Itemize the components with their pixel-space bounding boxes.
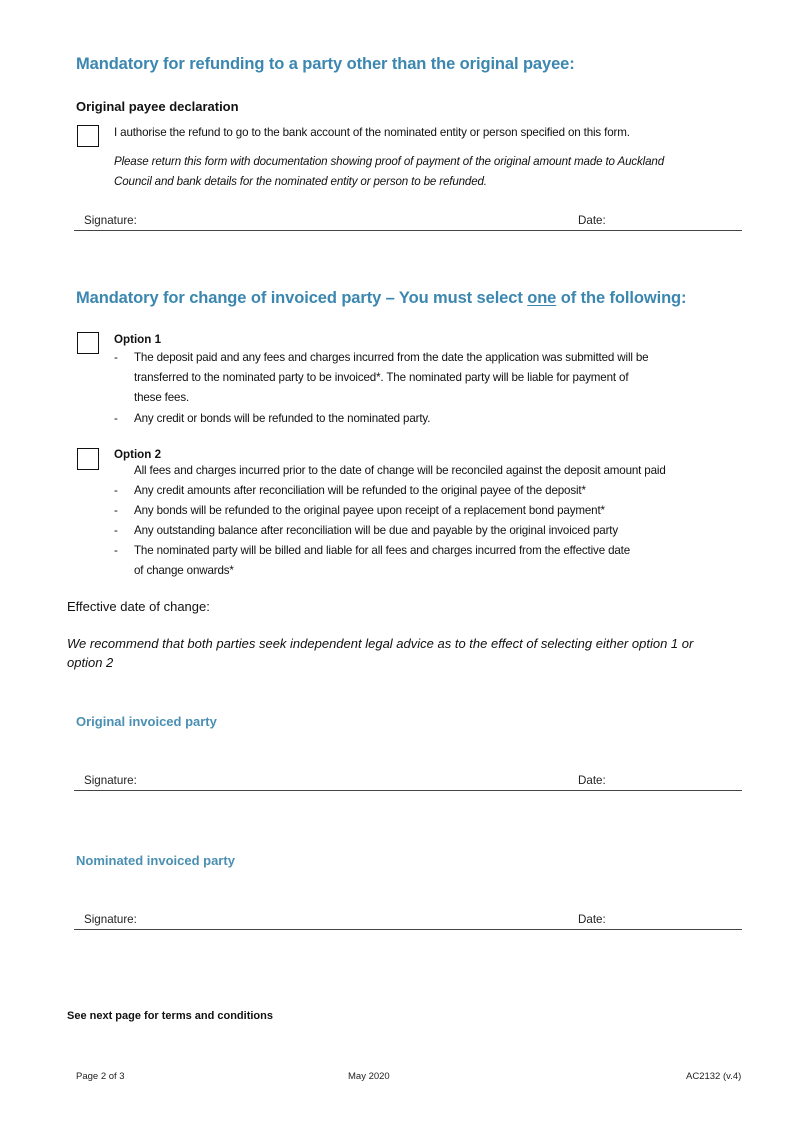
original-party-signature-label: Signature: (84, 774, 137, 787)
authorise-refund-checkbox[interactable] (77, 125, 99, 147)
option-1-label: Option 1 (114, 333, 162, 346)
original-party-date-label: Date: (578, 774, 606, 787)
bullet-text: Any credit or bonds will be refunded to the nominated party. (134, 412, 431, 425)
option-1-checkbox[interactable] (77, 332, 99, 354)
change-heading-emphasis: one (527, 289, 557, 307)
change-heading-post: of the following: (556, 289, 687, 307)
refund-section-heading: Mandatory for refunding to a party other than the original payee: (76, 55, 575, 73)
option-2-intro: All fees and charges incurred prior to the date of change will be reconciled against the deposit amount paid (134, 464, 666, 477)
bullet-dash: - (114, 524, 118, 537)
legal-advice-line-1: We recommend that both parties seek independent legal advice as to the effect of selecting either option 1 or (67, 636, 694, 651)
footer-page-number: Page 2 of 3 (76, 1071, 125, 1082)
original-payee-declaration-heading: Original payee declaration (76, 99, 239, 114)
bullet-text: transferred to the nominated party to be invoiced*. The nominated party will be liable for payment of (134, 371, 629, 384)
bullet-dash: - (114, 504, 118, 517)
nominated-party-signature-label: Signature: (84, 913, 137, 926)
change-section-heading (76, 289, 686, 308)
bullet-text: The deposit paid and any fees and charges incurred from the date the application was submitted will be (134, 351, 649, 364)
original-party-signature-line (74, 790, 742, 791)
legal-advice-line-2: option 2 (67, 655, 114, 670)
refund-signature-line (74, 230, 742, 231)
bullet-dash: - (114, 544, 118, 557)
footer-form-code: AC2132 (v.4) (686, 1071, 742, 1082)
refund-note-line-1: Please return this form with documentation showing proof of payment of the original amount made to Auckland (114, 155, 664, 168)
bullet-dash: - (114, 351, 118, 364)
bullet-dash: - (114, 412, 118, 425)
effective-date-field[interactable] (225, 599, 529, 617)
option-2-checkbox[interactable] (77, 448, 99, 470)
bullet-text: The nominated party will be billed and liable for all fees and charges incurred from the effective date (134, 544, 631, 557)
authorise-refund-label: I authorise the refund to go to the bank account of the nominated entity or person specified on this form. (114, 126, 630, 139)
bullet-dash: - (114, 484, 118, 497)
bullet-text: Any outstanding balance after reconciliation will be due and payable by the original invoiced party (134, 524, 618, 537)
nominated-invoiced-party-heading: Nominated invoiced party (76, 853, 235, 868)
footer-date: May 2020 (348, 1071, 390, 1082)
original-invoiced-party-heading: Original invoiced party (76, 714, 217, 729)
option-2-label: Option 2 (114, 448, 162, 461)
refund-note-line-2: Council and bank details for the nominated entity or person to be refunded. (114, 175, 487, 188)
see-next-page-note: See next page for terms and conditions (67, 1010, 273, 1022)
nominated-party-signature-line (74, 929, 742, 930)
bullet-text: Any bonds will be refunded to the original payee upon receipt of a replacement bond payment* (134, 504, 605, 517)
effective-date-label: Effective date of change: (67, 599, 210, 614)
refund-signature-label: Signature: (84, 214, 137, 227)
change-heading-pre: Mandatory for change of invoiced party – You must select (76, 289, 528, 307)
bullet-text: these fees. (134, 391, 190, 404)
bullet-text: Any credit amounts after reconciliation will be refunded to the original payee of the deposit* (134, 484, 586, 497)
refund-date-label: Date: (578, 214, 606, 227)
bullet-text: of change onwards* (134, 564, 234, 577)
nominated-party-date-label: Date: (578, 913, 606, 926)
